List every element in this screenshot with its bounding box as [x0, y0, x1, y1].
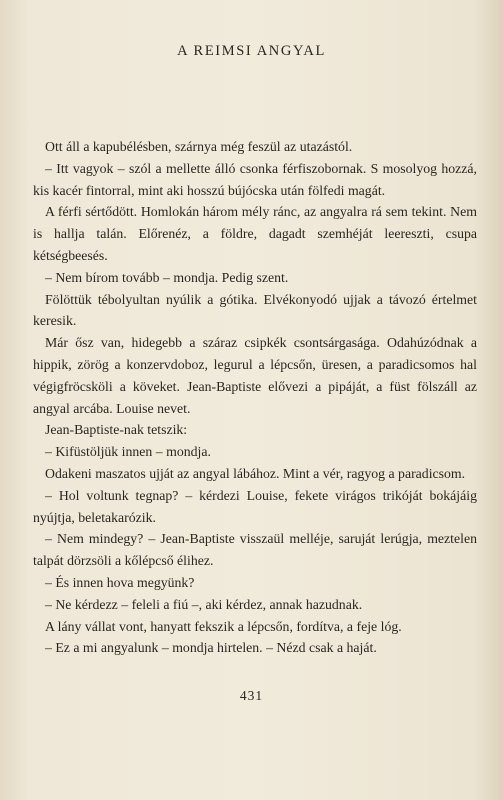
paragraph: – Kifüstöljük innen – mondja. [45, 444, 211, 460]
paragraph: Már ősz van, hidegebb a száraz csipkék csontsárgasága. Odahúzódnak a hippik, zörög a konzervdoboz, legurul a lépcsőn, üresen, a paradicsomos hal végigfröcsköli a köveket. Jean-Baptiste elővezi a pipáját, a füst fölszáll az angyal arcába. Louise nevet. [33, 335, 477, 416]
paragraph: Odakeni maszatos ujját az angyal lábához. Mint a vér, ragyog a paradicsom. [45, 465, 466, 481]
paragraph: A lány vállat vont, hanyatt fekszik a lépcsőn, fordítva, a feje lóg. [45, 618, 402, 634]
paragraph: – És innen hova megyünk? [45, 574, 195, 590]
body-text [33, 136, 477, 659]
paragraph: Jean-Baptiste-nak tetszik: [45, 422, 188, 438]
paragraph: – Nem bírom tovább – mondja. Pedig szent. [45, 269, 289, 285]
paragraph: Fölöttük tébolyultan nyúlik a gótika. Elvékonyodó ujjak a távozó értelmet keresik. [33, 291, 477, 329]
paragraph: Ott áll a kapubélésben, szárnya még feszül az utazástól. [45, 139, 353, 154]
paragraph: – Ne kérdezz – feleli a fiú –, aki kérdez, annak hazudnak. [45, 596, 363, 612]
paragraph: A férfi sértődött. Homlokán három mély ránc, az angyalra rá sem tekint. Nem is hallja talán. Előrenéz, a földre, dagadt szemhéját leereszti, csupa kétségbeesés. [33, 204, 477, 263]
paragraph: – Itt vagyok – szól a mellette álló csonka férfiszobornak. S mosolyog hozzá, kis kacér fintorral, mint aki hosszú bújócska után fölfedi magát. [33, 160, 477, 198]
page-number: 431 [239, 688, 264, 703]
paragraph: – Nem mindegy? – Jean-Baptiste visszaül melléje, saruját lerúgja, meztelen talpát dörzsöli a kőlépcső élihez. [33, 531, 477, 569]
paragraph: – Hol voltunk tegnap? – kérdezi Louise, fekete virágos trikóját bokájáig nyújtja, beletakarózik. [33, 487, 477, 525]
running-head: A REIMSI ANGYAL [177, 43, 326, 59]
paragraph: – Ez a mi angyalunk – mondja hirtelen. – Nézd csak a haját. [45, 640, 377, 656]
